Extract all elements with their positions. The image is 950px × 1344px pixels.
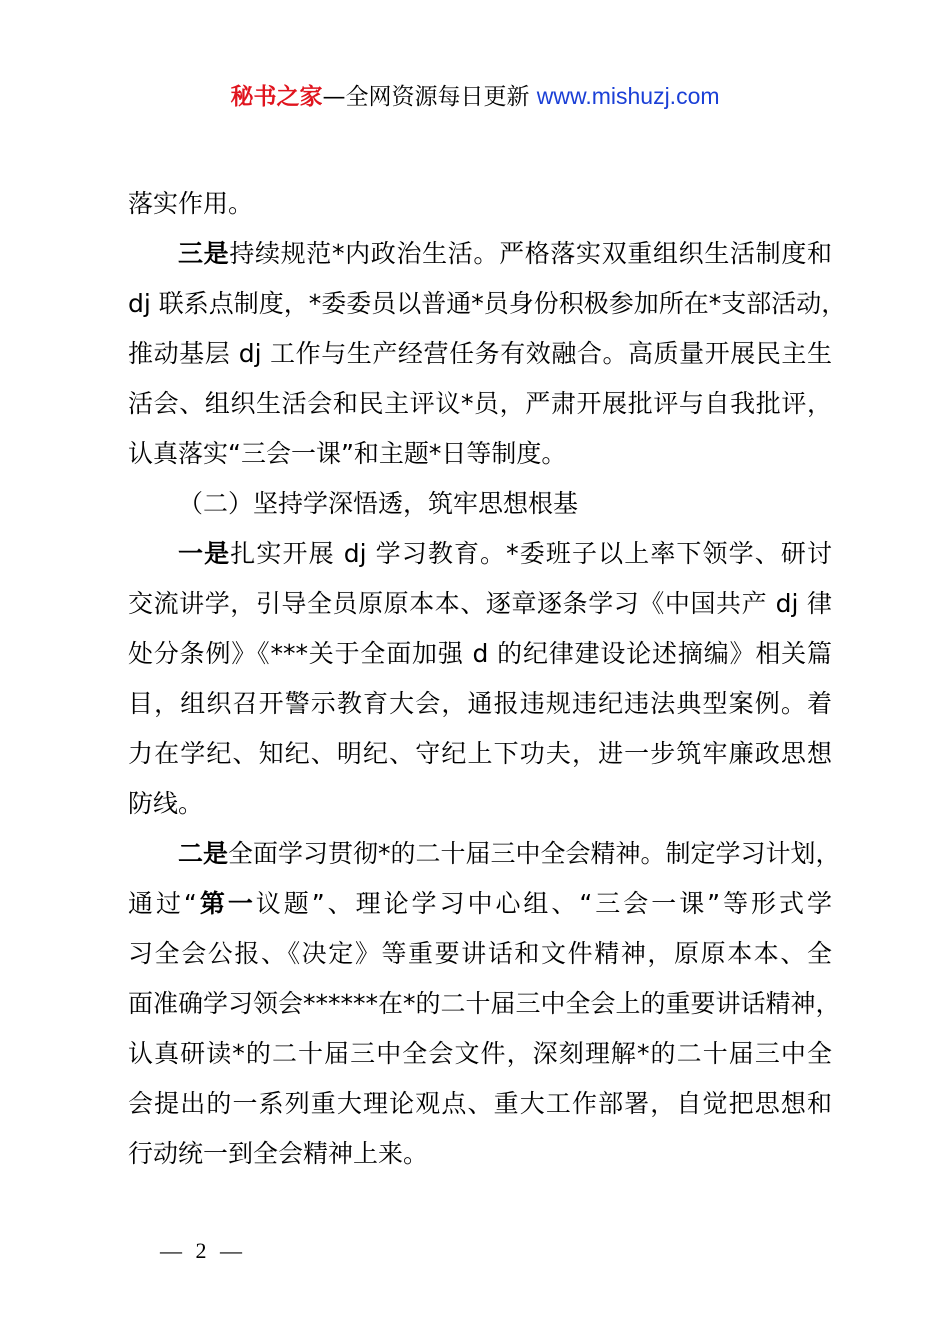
body-line [128, 1132, 832, 1182]
bold-lead-text: 二是 [178, 839, 229, 868]
line-text: 行动统一到全会精神上来。 [128, 1139, 429, 1168]
line-text: 习全会公报、《决定》等重要讲话和文件精神，原原本本、全 [128, 939, 832, 968]
section-heading [128, 482, 832, 532]
line-text: 认真研读*的二十届三中全会文件，深刻理解*的二十届三中全 [128, 1039, 832, 1068]
body-line [128, 182, 832, 232]
line-text: 防线。 [128, 789, 204, 818]
body-line [128, 632, 832, 682]
line-text: 面准确学习领会******在*的二十届三中全会上的重要讲话精神， [128, 989, 841, 1018]
site-tagline: —全网资源每日更新 [322, 84, 537, 110]
body-line [128, 582, 832, 632]
body-line [128, 732, 832, 782]
bold-lead-text: 一是 [178, 539, 231, 568]
body-line [128, 932, 832, 982]
line-text: 全面学习贯彻*的二十届三中全会精神。制定学习计划， [228, 839, 841, 868]
line-text: 活会、组织生活会和民主评议*员，严肃开展批评与自我批评， [128, 389, 832, 418]
line-text: 交流讲学，引导全员原原本本、逐章逐条学习《中国共产 dj 律 [128, 589, 832, 618]
body-line [128, 982, 841, 1032]
line-text: 推动基层 dj 工作与生产经营任务有效融合。高质量开展民主生 [128, 339, 832, 368]
page-number: — 2 — [160, 1238, 246, 1263]
line-text: 通过“ [128, 889, 197, 918]
site-url-link[interactable]: www.mishuzj.com [536, 83, 720, 109]
bold-lead-text: 三是 [178, 239, 230, 268]
line-text: （二）坚持学深悟透，筑牢思想根基 [178, 489, 579, 518]
line-text: 议题”、理论学习中心组、“三会一课”等形式学 [255, 889, 832, 918]
document-body [128, 182, 847, 1182]
bold-lead-text: 第一 [196, 889, 256, 918]
body-line [128, 882, 832, 932]
body-line [128, 682, 832, 732]
body-line [128, 832, 841, 882]
line-text: 扎实开展 dj 学习教育。*委班子以上率下领学、研讨 [230, 539, 832, 568]
body-line [128, 282, 847, 332]
line-text: 目，组织召开警示教育大会，通报违规违纪违法典型案例。着 [128, 689, 832, 718]
page-header [0, 80, 950, 113]
body-line [128, 1082, 832, 1132]
body-line [128, 382, 832, 432]
line-text: 持续规范*内政治生活。严格落实双重组织生活制度和 [229, 239, 832, 268]
site-brand: 秘书之家 [230, 84, 323, 110]
line-text: 认真落实“三会一课”和主题*日等制度。 [128, 439, 567, 468]
body-line [128, 432, 832, 482]
body-line [128, 532, 832, 582]
line-text: 处分条例》《***关于全面加强 d 的纪律建设论述摘编》相关篇 [128, 639, 832, 668]
line-text: 力在学纪、知纪、明纪、守纪上下功夫，进一步筑牢廉政思想 [128, 739, 832, 768]
body-line [128, 332, 832, 382]
line-text: 会提出的一系列重大理论观点、重大工作部署，自觉把思想和 [128, 1089, 832, 1118]
body-line [128, 232, 832, 282]
body-line [128, 782, 832, 832]
body-line [128, 1032, 832, 1082]
line-text: dj 联系点制度，*委委员以普通*员身份积极参加所在*支部活动， [128, 289, 847, 318]
line-text: 落实作用。 [128, 189, 254, 218]
